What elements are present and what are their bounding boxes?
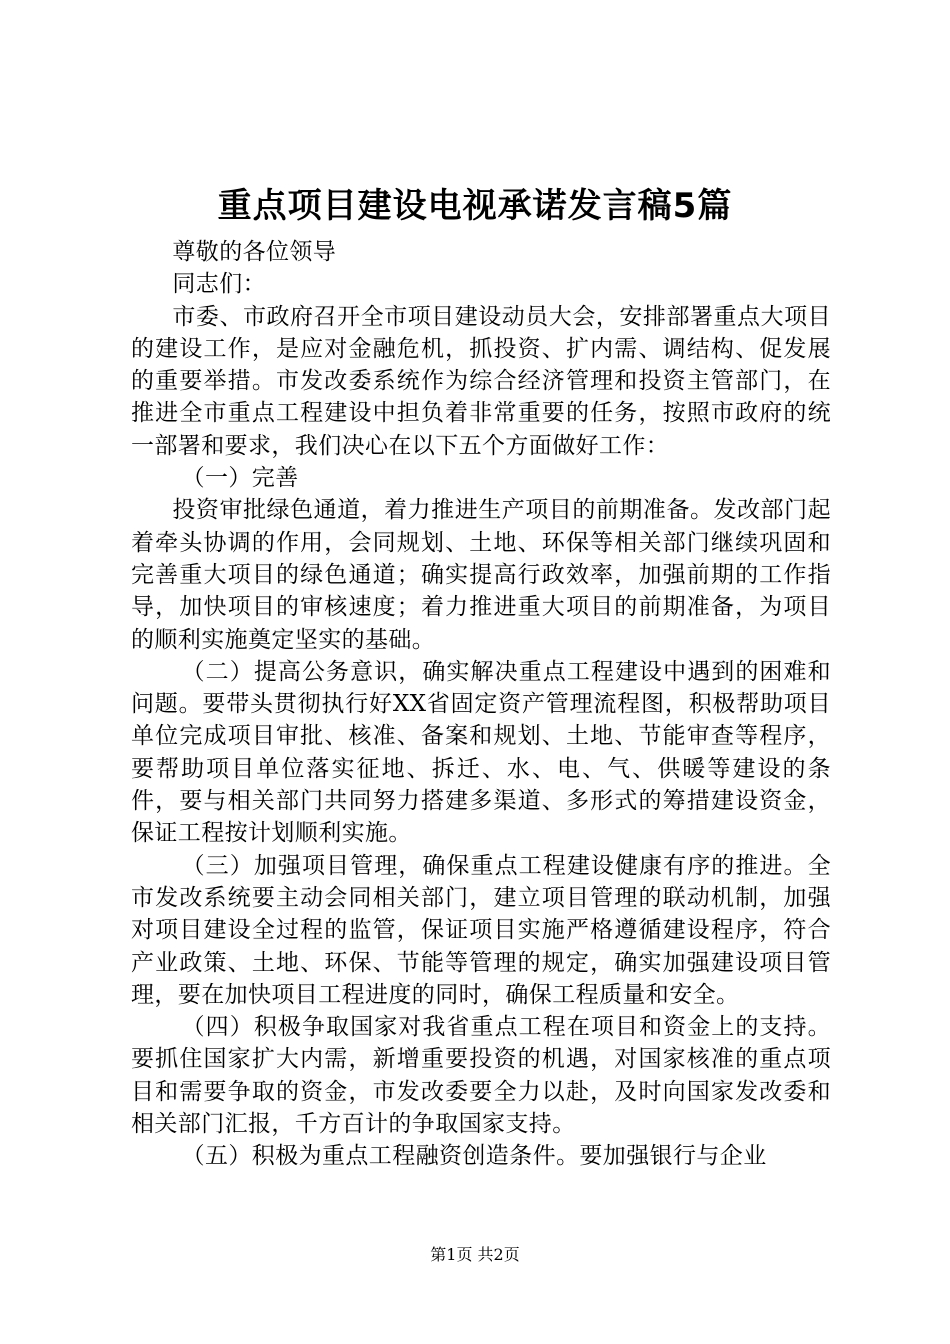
- paragraph-section-3: （三）加强项目管理，确保重点工程建设健康有序的推进。全市发改系统要主动会同相关部门，建立项目管理的联动机制，加强对项目建设全过程的监管，保证项目实施严格遵循建设程序，符合产业政策、土地、环保、节能等管理的规定，确实加强建设项目管理，要在加快项目工程进度的同时，确保工程质量和安全。: [131, 852, 831, 1008]
- page-number-footer: 第1页 共2页: [430, 1245, 520, 1264]
- document-body: [131, 236, 831, 1173]
- paragraph-section-1-heading: （一）完善: [181, 465, 299, 492]
- paragraph-section-2: （二）提高公务意识，确实解决重点工程建设中遇到的困难和问题。要带头贯彻执行好XX省固定资产管理流程图，积极帮助项目单位完成项目审批、核准、备案和规划、土地、节能审查等程序，要帮助项目单位落实征地、拆迁、水、电、气、供暖等建设的条件，要与相关部门共同努力搭建多渠道、多形式的筹措建设资金，保证工程按计划顺利实施。: [131, 658, 831, 847]
- salutation-leaders: 尊敬的各位领导: [172, 239, 337, 265]
- document-title: 重点项目建设电视承诺发言稿5篇: [217, 186, 733, 226]
- paragraph-section-1: 投资审批绿色通道，着力推进生产项目的前期准备。发改部门起着牵头协调的作用，会同规划、土地、环保等相关部门继续巩固和完善重大项目的绿色通道；确实提高行政效率，加强前期的工作指导，加快项目的审核速度；着力推进重大项目的前期准备，为项目的顺利实施奠定坚实的基础。: [131, 497, 831, 653]
- paragraph-section-4: （四）积极争取国家对我省重点工程在项目和资金上的支持。要抓住国家扩大内需，新增重要投资的机遇，对国家核准的重点项目和需要争取的资金，市发改委要全力以赴，及时向国家发改委和相关部门汇报，千方百计的争取国家支持。: [131, 1014, 831, 1138]
- salutation-comrades: 同志们：: [172, 271, 266, 298]
- paragraph-intro: 市委、市政府召开全市项目建设动员大会，安排部署重点大项目的建设工作，是应对金融危机，抓投资、扩内需、调结构、促发展的重要举措。市发改委系统作为综合经济管理和投资主管部门，在推进全市重点工程建设中担负着非常重要的任务，按照市政府的统一部署和要求，我们决心在以下五个方面做好工作：: [131, 303, 831, 459]
- paragraph-section-5: （五）积极为重点工程融资创造条件。要加强银行与企业: [181, 1143, 767, 1170]
